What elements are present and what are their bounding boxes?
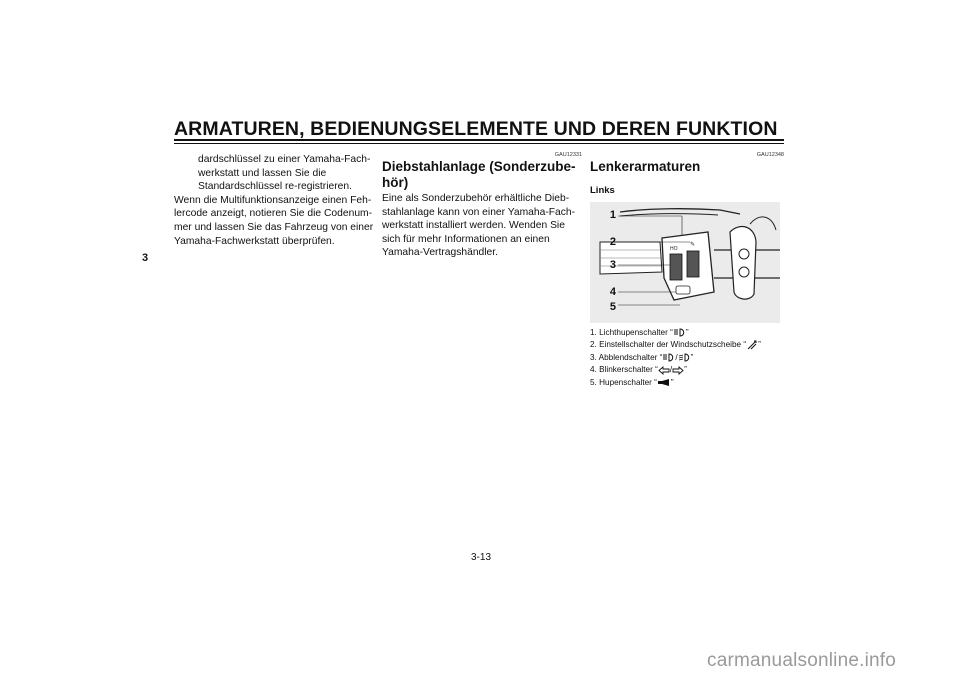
page-number: 3-13 — [470, 552, 491, 563]
line: Eine als Sonderzubehör erhältliche Dieb- — [382, 193, 570, 204]
caption-item — [590, 377, 784, 390]
caption-text: ” — [758, 340, 761, 350]
column-3 — [590, 152, 784, 390]
caption-text: 3. Abblendschalter “ — [590, 352, 663, 362]
subheading-left: Links — [590, 185, 615, 196]
caption-text: ” — [670, 377, 674, 387]
section-code: GAU12348 — [756, 152, 784, 158]
section-heading-handlebar: Lenkerarmaturen — [590, 159, 701, 174]
high-beam-icon — [673, 328, 686, 337]
line: Yamaha-Vertragshändler. — [382, 247, 499, 259]
caption-text: 4. Blinkerschalter “ — [590, 365, 658, 375]
svg-text:HO: HO — [670, 245, 678, 252]
column-1 — [174, 153, 374, 248]
svg-text:✎: ✎ — [690, 241, 696, 248]
line: dardschlüssel zu einer Yamaha-Fach- — [198, 154, 371, 165]
low-beam-icon — [678, 353, 691, 362]
figure-number: 2 — [609, 235, 616, 248]
line: Wenn die Multifunktionsanzeige einen Feh- — [174, 194, 372, 206]
caption-item — [590, 364, 784, 377]
horn-icon — [657, 378, 671, 387]
caption-text: / — [669, 365, 673, 375]
line: mer und lassen Sie das Fahrzeug von einer — [174, 221, 374, 233]
caption-item — [590, 339, 784, 352]
windshield-icon — [746, 340, 758, 350]
line: werkstatt und lassen Sie die — [198, 167, 327, 179]
column-2 — [382, 152, 582, 260]
caption-text: ” — [685, 327, 689, 337]
caption-text: 1. Lichthupenschalter “ — [590, 327, 673, 337]
caption-item — [590, 327, 784, 340]
handlebar-drawing — [590, 202, 780, 323]
caption-text: ” — [690, 352, 694, 362]
figure-number: 3 — [609, 258, 616, 271]
figure-number: 1 — [609, 208, 616, 221]
line: werkstatt installiert werden. Wenden Sie — [382, 220, 565, 232]
figure-number: 5 — [609, 300, 616, 313]
heading-line: hör) — [382, 175, 409, 190]
handlebar-switch-illustration — [590, 202, 780, 323]
page-title: ARMATUREN, BEDIENUNGSELEMENTE UND DEREN FUNKTION — [174, 118, 778, 140]
title-rule-thin — [174, 143, 784, 144]
watermark: carmanualsonline.info — [707, 650, 897, 671]
line: sich für mehr Informationen an einen — [382, 233, 550, 245]
chapter-tab: 3 — [141, 252, 149, 264]
line: Yamaha-Fachwerkstatt überprüfen. — [174, 235, 335, 247]
high-beam-icon — [662, 352, 678, 362]
line: lercode anzeigt, notieren Sie die Codenum- — [174, 208, 373, 220]
caption-item — [590, 352, 784, 365]
caption-text: ” — [684, 365, 687, 375]
figure-captions — [590, 327, 784, 390]
line: Standardschlüssel re-registrieren. — [198, 181, 352, 193]
caption-text: 2. Einstellschalter der Windschutzscheibe “ — [590, 340, 747, 350]
section-code: GAU12331 — [554, 152, 582, 158]
caption-text: 5. Hupenschalter “ — [590, 377, 657, 387]
turn-left-icon — [658, 365, 673, 375]
turn-right-icon — [669, 365, 684, 375]
caption-text: / — [675, 352, 678, 362]
section-heading-antitheft — [382, 159, 582, 191]
title-rule — [174, 139, 784, 141]
line: stahlanlage kann von einer Yamaha-Fach- — [382, 206, 576, 218]
heading-line: Diebstahlanlage (Sonderzube- — [382, 159, 576, 174]
figure-number: 4 — [609, 285, 616, 298]
